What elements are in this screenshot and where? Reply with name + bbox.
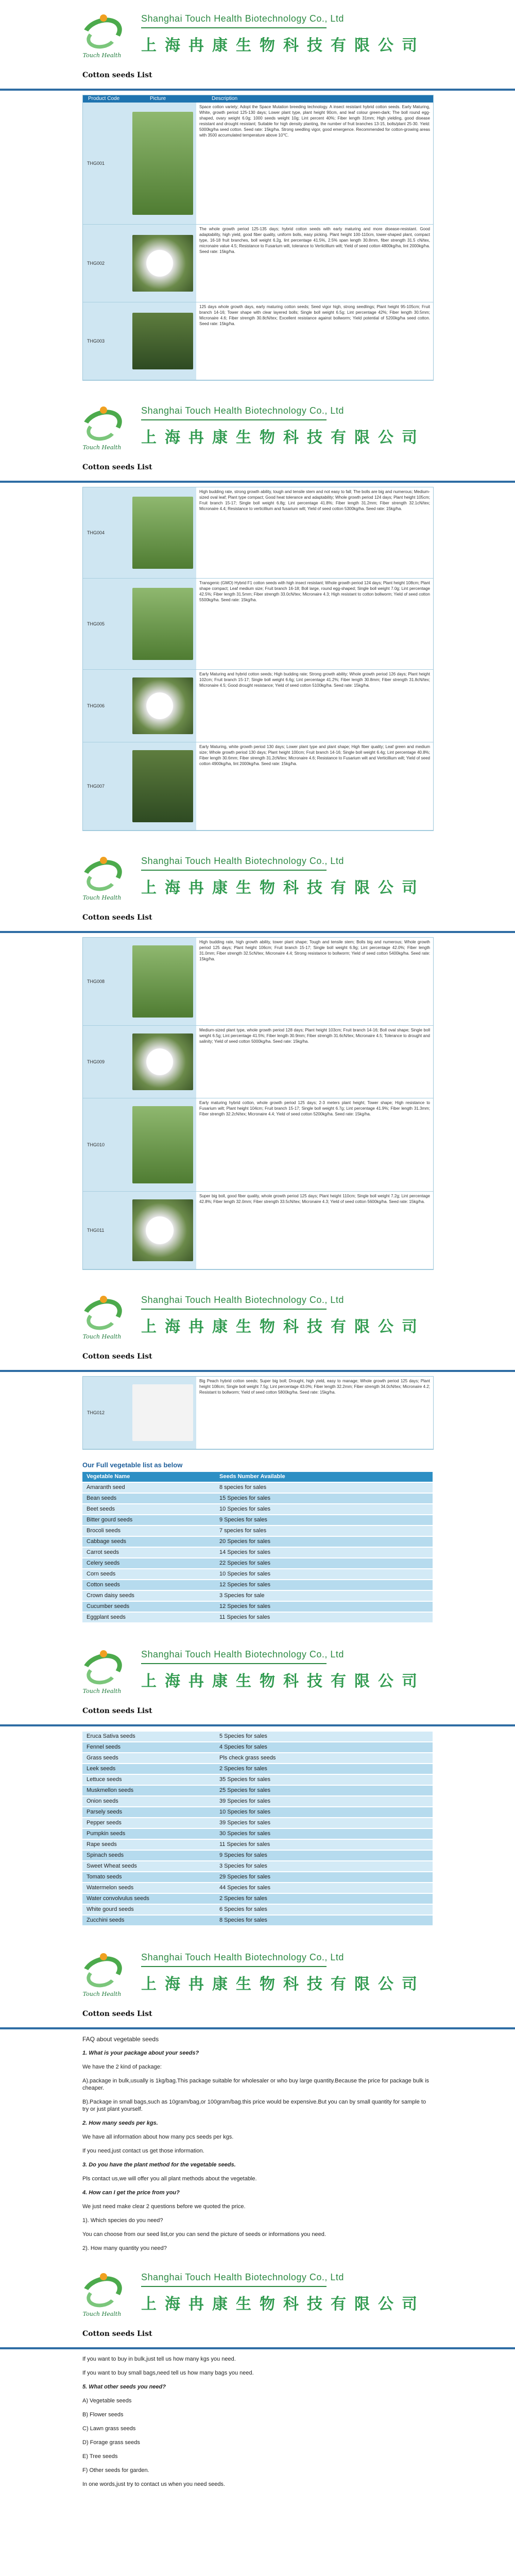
- leaf-logo-icon: Touch Health: [77, 2268, 127, 2317]
- product-description: Early Maturing, white growth period 130 days; Lower plant type and plant shape; High fiber quality; Leaf green and medium size; Whole growth period 130 days; Plant height 100cm; Fruit branch 14-16; Single boll weight 6.4g; Lint percentage 40.8%; Fiber length 30.6mm; Fiber strength 31.2cN/tex; Micronaire 4.6; Resistance to Fusarium wilt and Verticillium wilt; Yield of seed cotton 4900kg/ha, lint 2000kg/ha. Seed rate: 15kg/ha.: [196, 742, 433, 830]
- faq-answer: Pls contact us,we will offer you all plant methods about the vegetable.: [82, 2176, 257, 2182]
- faq-answer: A).package in bulk,usually is 1kg/bag.This package suitable for wholesaler or who buy large quantity.Because the price for package bulk is cheaper.: [82, 2078, 430, 2091]
- product-code: THG009: [87, 1059, 105, 1064]
- leaf-logo-icon: Touch Health: [77, 1291, 127, 1340]
- leaf-logo-icon: Touch Health: [77, 1948, 127, 1997]
- seeds-available: 6 Species for sales: [219, 1906, 267, 1912]
- header-seeds-number: Seeds Number Available: [219, 1473, 285, 1480]
- seeds-available: 44 Species for sales: [219, 1885, 271, 1891]
- faq-question: 3. Do you have the plant method for the vegetable seeds.: [82, 2162, 236, 2168]
- vegetable-row: [82, 1818, 433, 1829]
- cotton-field-photo: [132, 588, 193, 660]
- banner-divider: [141, 1309, 327, 1310]
- product-description: Space cotton variety; Adopt the Space Mutation breeding technology. A insect resistant hybrid cotton seeds. Early Maturing, White, growth period 125-130 days; Lower plant type, plant height 90cm, and leaf colour green-dark; The boll round egg-shaped, ovary weight 6.0g; 1000 seeds weight 10g; Lint percent 40%; Fiber length 31mm; High yielding, good disease resistant and drought resistant; Suitable for high density planting, the number of fruit branches 13-15, bolls/plant 25-30. Yield: 5000kg/ha seed cotton. Seed rate: 15kg/ha. Strong seedling vigor, good emergence. Recommended for cotton-growing areas with 3500 accumulated temperature above 10℃.: [196, 103, 433, 224]
- company-name-cn: 上海冉康生物科技有限公司: [141, 1317, 425, 1336]
- product-row: [83, 1192, 433, 1269]
- product-table-4: [82, 1376, 434, 1450]
- vegetable-row: [82, 1829, 433, 1840]
- product-table-header: [83, 95, 433, 103]
- vegetable-name: Leek seeds: [87, 1766, 116, 1772]
- vegetable-row: [82, 1883, 433, 1894]
- product-description: Early Maturing and hybrid cotton seeds; High budding rate; Strong growth ability; Whole growth period 126 days; Plant height 102cm; Fruit branch 15-17; Single boll weight 6.6g; Lint percentage 41.2%; Fiber length 30.8mm; Fiber strength 31.8cN/tex; Micronaire 4.5; Good drought resistance; Yield of seed cotton 5100kg/ha. Seed rate: 15kg/ha.: [196, 670, 433, 742]
- vegetable-name: Corn seeds: [87, 1571, 116, 1577]
- faq-answer: If you want to buy in bulk,just tell us how many kgs you need.: [82, 2356, 236, 2362]
- seeds-available: Pls check grass seeds: [219, 1755, 276, 1761]
- faq-title: FAQ about vegetable seeds: [82, 2036, 159, 2043]
- faq-answer: If you want to buy small bags,need tell us how many bags you need.: [82, 2370, 254, 2376]
- vegetable-row: [82, 1526, 433, 1537]
- company-name-en: Shanghai Touch Health Biotechnology Co., Ltd: [141, 1952, 344, 1962]
- cotton-boll-photo: [132, 677, 193, 734]
- faq-answer: 2). How many quantity you need?: [82, 2245, 167, 2251]
- seeds-available: 39 Species for sales: [219, 1798, 271, 1804]
- seeds-available: 10 Species for sales: [219, 1571, 271, 1577]
- vegetable-row: [82, 1483, 433, 1494]
- company-name-en: Shanghai Touch Health Biotechnology Co., Ltd: [141, 2272, 344, 2282]
- vegetable-name: Cucumber seeds: [87, 1603, 130, 1609]
- vegetable-row: [82, 1861, 433, 1872]
- vegetable-name: Celery seeds: [87, 1560, 120, 1566]
- product-code: THG002: [87, 261, 105, 266]
- faq-question: 5. What other seeds you need?: [82, 2384, 166, 2390]
- vegetable-name: Onion seeds: [87, 1798, 118, 1804]
- vegetable-name: Bitter gourd seeds: [87, 1517, 133, 1523]
- vegetable-row: [82, 1602, 433, 1613]
- vegetable-row: [82, 1872, 433, 1883]
- product-description: 125 days whole growth days, early maturing cotton seeds; Seed vigor high, strong seedlings; Plant height 95-105cm; Fruit branch 14-16; Tower shape with clear layered bolls; Single boll weight 6.5g; Lint percentage 42%; Fiber length 30.5mm; Micronaire 4.6; Fiber strength 30.8cN/tex; Excellent resistance against bollworm; Yield potential of 5200kg/ha seed cotton. Seed rate: 15kg/ha.: [196, 302, 433, 380]
- vegetable-name: Pepper seeds: [87, 1820, 122, 1826]
- company-name-cn: 上海冉康生物科技有限公司: [141, 1975, 425, 1993]
- seeds-available: 14 Species for sales: [219, 1549, 271, 1555]
- faq-answer: We just need make clear 2 questions before we quoted the price.: [82, 2204, 246, 2210]
- company-name-cn: 上海冉康生物科技有限公司: [141, 428, 425, 447]
- vegetable-name: Eggplant seeds: [87, 1614, 126, 1620]
- faq-question: 2. How many seeds per kgs.: [82, 2120, 158, 2126]
- company-banner: [0, 1281, 515, 1349]
- section-title: Cotton seeds List: [0, 1349, 515, 1372]
- cotton-boll-photo: [132, 1384, 193, 1441]
- vegetable-row: [82, 1504, 433, 1515]
- seeds-available: 4 Species for sales: [219, 1744, 267, 1750]
- leaf-logo-icon: Touch Health: [77, 1645, 127, 1694]
- faq-question: 1. What is your package about your seeds?: [82, 2050, 199, 2056]
- faq-section: [82, 2036, 433, 2252]
- seeds-available: 7 species for sales: [219, 1528, 267, 1534]
- product-row: [83, 225, 433, 302]
- banner-divider: [141, 27, 327, 28]
- vegetable-row: [82, 1558, 433, 1569]
- faq-answer: We have all information about how many pcs seeds per kgs.: [82, 2134, 234, 2140]
- seeds-available: 12 Species for sales: [219, 1582, 271, 1588]
- vegetable-name: Fennel seeds: [87, 1744, 121, 1750]
- company-banner: [0, 392, 515, 460]
- product-row: [83, 103, 433, 225]
- seeds-available: 30 Species for sales: [219, 1831, 271, 1837]
- vegetable-name: Brocoli seeds: [87, 1528, 121, 1534]
- seeds-available: 11 Species for sales: [219, 1614, 270, 1620]
- seeds-available: 2 Species for sales: [219, 1766, 267, 1772]
- vegetable-row: [82, 1732, 433, 1742]
- leaf-logo-icon: Touch Health: [77, 401, 127, 451]
- cotton-field-photo: [132, 945, 193, 1018]
- section-title: Cotton seeds List: [0, 460, 515, 483]
- faq-answer: B).Package in small bags,such as 10gram/bag,or 100gram/bag.this price would be expensive.But you can by small quantity for sample to try or just plant yourself.: [82, 2099, 426, 2112]
- product-row: [83, 938, 433, 1026]
- product-code: THG004: [87, 530, 105, 535]
- faq-answer: You can choose from our seed list,or you can send the picture of seeds or informations you need.: [82, 2231, 326, 2238]
- seeds-available: 8 species for sales: [219, 1484, 267, 1490]
- vegetable-name: Spinach seeds: [87, 1852, 124, 1858]
- faq-answer: E) Tree seeds: [82, 2453, 118, 2460]
- company-name-en: Shanghai Touch Health Biotechnology Co., Ltd: [141, 13, 344, 24]
- vegetable-row: [82, 1851, 433, 1861]
- vegetable-list: [82, 1457, 433, 1623]
- seeds-available: 22 Species for sales: [219, 1560, 271, 1566]
- vegetable-name: Beet seeds: [87, 1506, 115, 1512]
- seeds-available: 9 Species for sales: [219, 1852, 267, 1858]
- vegetable-name: Parsely seeds: [87, 1809, 123, 1815]
- company-name-cn: 上海冉康生物科技有限公司: [141, 1672, 425, 1690]
- faq-question: 4. How can I get the price from you?: [82, 2190, 180, 2196]
- product-code: THG001: [87, 161, 105, 166]
- cotton-plant-photo: [132, 750, 193, 822]
- section-title: Cotton seeds List: [0, 68, 515, 91]
- leaf-logo-icon: Touch Health: [77, 852, 127, 901]
- vegetable-name: Eruca Sativa seeds: [87, 1733, 135, 1739]
- vegetable-name: Water convolvulus seeds: [87, 1895, 149, 1902]
- product-row: [83, 670, 433, 742]
- cotton-plant-photo: [132, 313, 193, 369]
- faq-answer: D) Forage grass seeds: [82, 2439, 140, 2446]
- vegetable-row: [82, 1742, 433, 1753]
- vegetable-row: [82, 1807, 433, 1818]
- product-row: [83, 1377, 433, 1449]
- vegetable-row: [82, 1905, 433, 1916]
- section-title: Cotton seeds List: [0, 910, 515, 933]
- vegetable-row: [82, 1580, 433, 1591]
- vegetable-table-header: [82, 1472, 433, 1483]
- cotton-field-photo: [132, 1106, 193, 1183]
- seeds-available: 3 Species for sales: [219, 1863, 267, 1869]
- cotton-field-photo: [132, 112, 193, 215]
- banner-divider: [141, 1663, 327, 1664]
- vegetable-name: Bean seeds: [87, 1495, 117, 1501]
- vegetable-row: [82, 1797, 433, 1807]
- vegetable-row: [82, 1591, 433, 1602]
- seeds-available: 25 Species for sales: [219, 1787, 271, 1793]
- seeds-available: 10 Species for sales: [219, 1506, 271, 1512]
- vegetable-list-heading: Our Full vegetable list as below: [82, 1461, 183, 1469]
- faq-answer: We have the 2 kind of package:: [82, 2064, 162, 2070]
- product-code: THG003: [87, 338, 105, 344]
- company-banner: [0, 0, 515, 68]
- header-description: Description: [212, 96, 238, 101]
- seeds-available: 10 Species for sales: [219, 1809, 271, 1815]
- company-name-cn: 上海冉康生物科技有限公司: [141, 36, 425, 55]
- cotton-boll-photo: [132, 235, 193, 292]
- vegetable-row: [82, 1494, 433, 1504]
- vegetable-row: [82, 1753, 433, 1764]
- product-row: [83, 487, 433, 579]
- company-name-cn: 上海冉康生物科技有限公司: [141, 878, 425, 897]
- header-picture: Picture: [150, 96, 166, 101]
- product-table-2: [82, 487, 434, 831]
- banner-divider: [141, 870, 327, 871]
- cotton-field-photo: [132, 497, 193, 569]
- company-name-en: Shanghai Touch Health Biotechnology Co., Ltd: [141, 1649, 344, 1659]
- vegetable-name: Carrot seeds: [87, 1549, 119, 1555]
- seeds-available: 8 Species for sales: [219, 1917, 267, 1923]
- seeds-available: 3 Species for sale: [219, 1592, 265, 1599]
- section-title: Cotton seeds List: [0, 2007, 515, 2029]
- vegetable-name: Watermelon seeds: [87, 1885, 134, 1891]
- faq-answer: If you need,just contact us get those information.: [82, 2148, 204, 2154]
- vegetable-row: [82, 1916, 433, 1926]
- product-code: THG008: [87, 979, 105, 984]
- faq-answer: F) Other seeds for garden.: [82, 2467, 149, 2473]
- company-name-en: Shanghai Touch Health Biotechnology Co., Ltd: [141, 1294, 344, 1305]
- faq-answer: In one words,just try to contact us when you need seeds.: [82, 2481, 225, 2487]
- product-code: THG007: [87, 784, 105, 789]
- company-name-en: Shanghai Touch Health Biotechnology Co., Ltd: [141, 855, 344, 866]
- seeds-available: 2 Species for sales: [219, 1895, 267, 1902]
- banner-divider: [141, 1966, 327, 1967]
- product-description: Medium-sized plant type, whole growth period 128 days; Plant height 103cm; Fruit branch 14-16; Boll oval shape; Single boll weight 6.5g; Lint percentage 41.5%; Fiber length 30.9mm; Fiber strength 31.6cN/tex; Micronaire 4.5; Tolerance to drought and salinity; Yield of seed cotton 5000kg/ha. Seed rate: 15kg/ha.: [196, 1026, 433, 1098]
- company-banner: [0, 1939, 515, 2007]
- vegetable-name: Rape seeds: [87, 1841, 117, 1848]
- banner-divider: [141, 419, 327, 420]
- vegetable-name: Tomato seeds: [87, 1874, 122, 1880]
- section-title: Cotton seeds List: [0, 2327, 515, 2349]
- faq-answer: A) Vegetable seeds: [82, 2398, 132, 2404]
- header-vegetable-name: Vegetable Name: [87, 1473, 130, 1480]
- product-code: THG005: [87, 621, 105, 626]
- cotton-boll-photo: [132, 1199, 193, 1261]
- product-description: Early maturing hybrid cotton, whole growth period 125 days; 2-3 meters plant height; Tower shape; High resistance to Fusarium wilt; Plant height 104cm; Fruit branch 15-17; Single boll weight 6.7g; Lint percentage 41.9%; Fiber length 31.3mm; Fiber strength 32.2cN/tex; Micronaire 4.4; Yield of seed cotton 5200kg/ha. Seed rate: 15kg/ha.: [196, 1098, 433, 1191]
- company-banner: [0, 842, 515, 910]
- product-code: THG006: [87, 703, 105, 708]
- product-table-1: [82, 95, 434, 381]
- faq-section-continued: [82, 2355, 433, 2488]
- vegetable-row: [82, 1894, 433, 1905]
- faq-answer: B) Flower seeds: [82, 2412, 124, 2418]
- vegetable-name: Amaranth seed: [87, 1484, 125, 1490]
- company-name-en: Shanghai Touch Health Biotechnology Co., Ltd: [141, 405, 344, 416]
- vegetable-row: [82, 1569, 433, 1580]
- vegetable-row: [82, 1840, 433, 1851]
- faq-answer: 1). Which species do you need?: [82, 2217, 163, 2224]
- product-description: Big Peach hybrid cotton seeds; Super big boll; Drought, high yield, easy to manage; Whole growth period 125 days; Plant height 108cm; Single boll weight 7.5g; Lint percentage 43.0%; Fiber length 32.2mm; Fiber strength 34.0cN/tex; Micronaire 4.2; Resistant to bollworm; Yield of seed cotton 5800kg/ha. Seed rate: 15kg/ha.: [196, 1377, 433, 1449]
- vegetable-row: [82, 1775, 433, 1786]
- vegetable-name: Sweet Wheat seeds: [87, 1863, 137, 1869]
- vegetable-name: Zucchini seeds: [87, 1917, 125, 1923]
- seeds-available: 20 Species for sales: [219, 1538, 271, 1545]
- seeds-available: 39 Species for sales: [219, 1820, 271, 1826]
- vegetable-row: [82, 1548, 433, 1558]
- seeds-available: 9 Species for sales: [219, 1517, 267, 1523]
- leaf-logo-icon: Touch Health: [77, 9, 127, 59]
- product-row: [83, 579, 433, 670]
- vegetable-row: [82, 1515, 433, 1526]
- product-description: The whole growth period 125-135 days; hybrid cotton seeds with early maturing and more disease-resistant. Good adaptability, high yield, good fiber quality, uniform bolls, easy picking. Plant height 100-110cm, tower-shaped plant, compact type, 16-18 fruit branches, boll weight 6.2g, lint percentage 41.5%, 2.5% span length 30.8mm, fiber strength 31.5 cN/tex, micronaire value 4.5; Resistance to Fusarium wilt, tolerance to Verticillium wilt; Yield of seed cotton 4800kg/ha, lint 2000kg/ha. Seed rate: 15kg/ha.: [196, 225, 433, 302]
- seeds-available: 29 Species for sales: [219, 1874, 271, 1880]
- banner-divider: [141, 2286, 327, 2287]
- product-code: THG012: [87, 1410, 105, 1415]
- vegetable-name: Cotton seeds: [87, 1582, 120, 1588]
- seeds-available: 5 Species for sales: [219, 1733, 267, 1739]
- product-description: Super big boll, good fiber quality, whole growth period 125 days; Plant height 110cm; Single boll weight 7.2g; Lint percentage 42.8%; Fiber length 32.0mm; Fiber strength 33.5cN/tex; Micronaire 4.3; Yield of seed cotton 5600kg/ha. Seed rate: 15kg/ha.: [196, 1192, 433, 1269]
- product-row: [83, 1098, 433, 1192]
- product-row: [83, 742, 433, 831]
- seeds-available: 35 Species for sales: [219, 1776, 271, 1783]
- vegetable-list-continued: [82, 1732, 433, 1926]
- vegetable-name: Muskmellon seeds: [87, 1787, 134, 1793]
- company-banner: [0, 2259, 515, 2327]
- vegetable-name: Crown daisy seeds: [87, 1592, 134, 1599]
- company-banner: [0, 1636, 515, 1704]
- vegetable-row: [82, 1613, 433, 1623]
- vegetable-name: Cabbage seeds: [87, 1538, 127, 1545]
- vegetable-name: Lettuce seeds: [87, 1776, 122, 1783]
- vegetable-name: White gourd seeds: [87, 1906, 134, 1912]
- product-row: [83, 1026, 433, 1098]
- company-name-cn: 上海冉康生物科技有限公司: [141, 2295, 425, 2313]
- product-description: High budding rate, high growth ability, tower plant shape; Tough and tensile stem; Bolls big and numerous; Whole growth period 125 days; Plant height 106cm; Fruit branch 15-17; Single boll weight 6.9g; Lint percentage 42.0%; Fiber length 31.0mm; Fiber strength 32.5cN/tex; Micronaire 4.4; Strong resistance to bollworm; Yield of seed cotton 5400kg/ha. Seed rate: 15kg/ha.: [196, 938, 433, 1025]
- seeds-available: 11 Species for sales: [219, 1841, 270, 1848]
- faq-answer: C) Lawn grass seeds: [82, 2426, 136, 2432]
- header-product-code: Product Code: [88, 96, 120, 101]
- vegetable-row: [82, 1786, 433, 1797]
- cotton-boll-photo: [132, 1033, 193, 1090]
- seeds-available: 15 Species for sales: [219, 1495, 271, 1501]
- product-description: High budding rate, strong growth ability, tough and tensile stem and not easy to fall; The bolls are big and numerous; Medium-sized oval leaf; Plant type compact; Good heat tolerance and adaptability; Whole growth period 124 days; Plant height 105cm; Fruit branch 15-17; Single boll weight 6.8g; Lint percentage 41.8%; Fiber length 31.2mm; Fiber strength 32.1cN/tex; Micronaire 4.4; Resistance to verticillium and fusarium wilt; Yield of seed cotton 5300kg/ha. Seed rate: 15kg/ha.: [196, 487, 433, 578]
- vegetable-name: Pumpkin seeds: [87, 1831, 126, 1837]
- product-table-3: [82, 937, 434, 1270]
- vegetable-row: [82, 1764, 433, 1775]
- section-title: Cotton seeds List: [0, 1704, 515, 1726]
- product-code: THG010: [87, 1142, 105, 1147]
- product-description: Transgenic (GMO) Hybrid F1 cotton seeds with high insect resistant; Whole growth period 124 days; Plant height 108cm; Plant shape compact; Leaf medium size; Fruit branch 16-18; Boll large, round egg-shaped; Single boll weight 7.0g; Lint percentage 42.5%; Fiber length 31.5mm; Fiber strength 33.0cN/tex; Micronaire 4.3; High resistant to cotton bollworm; Yield of seed cotton 5500kg/ha. Seed rate: 15kg/ha.: [196, 579, 433, 669]
- product-row: [83, 302, 433, 380]
- seeds-available: 12 Species for sales: [219, 1603, 271, 1609]
- vegetable-name: Grass seeds: [87, 1755, 118, 1761]
- vegetable-row: [82, 1537, 433, 1548]
- product-code: THG011: [87, 1228, 105, 1233]
